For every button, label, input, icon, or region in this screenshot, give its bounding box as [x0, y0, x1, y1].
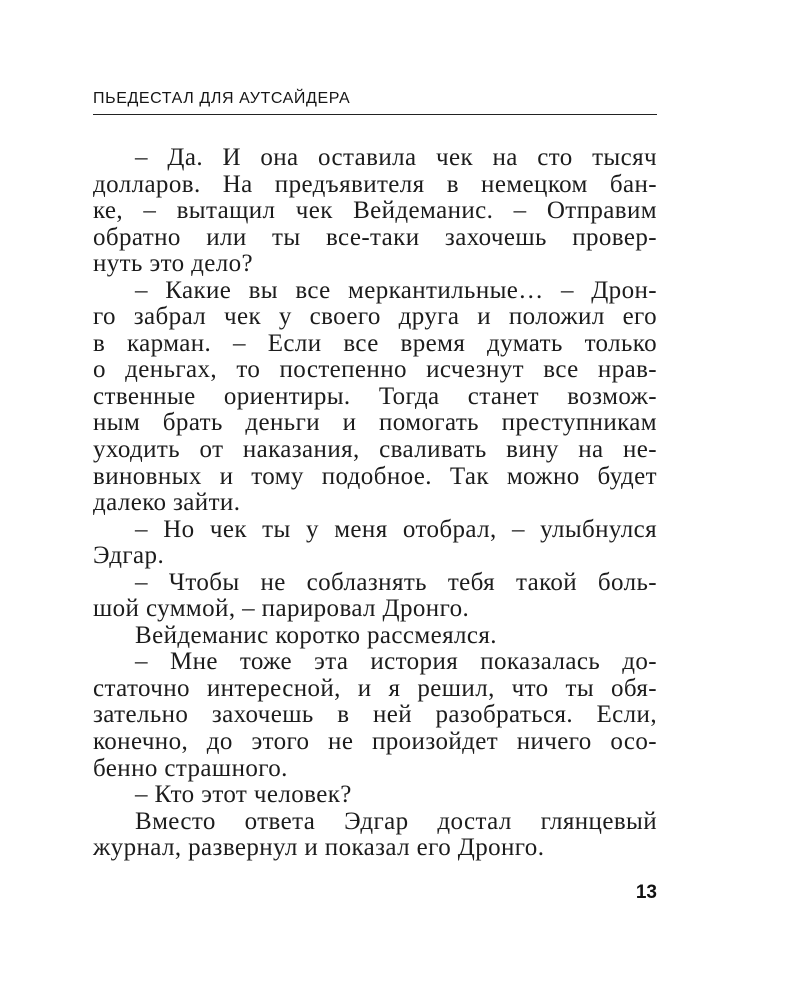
running-title: ПЬЕДЕСТАЛ ДЛЯ АУТСАЙДЕРА	[93, 90, 351, 107]
text-line: го забрал чек у своего друга и положил его	[93, 303, 657, 331]
header-rule	[93, 114, 657, 115]
text-line: Вместо ответа Эдгар достал глянцевый	[135, 807, 657, 835]
text-line: статочно интересной, и я решил, что ты обя-	[93, 674, 657, 702]
text-line: уходить от наказания, сваливать вину на не-	[93, 436, 657, 464]
paragraph	[93, 623, 657, 650]
text-line: виновных и тому подобное. Так можно будет	[93, 462, 657, 490]
text-line: – Мне тоже эта история показалась до-	[135, 648, 657, 676]
text-line: Эдгар.	[93, 542, 165, 570]
paragraph	[93, 809, 657, 862]
paragraph	[93, 278, 657, 517]
text-line: – Но чек ты у меня отобрал, – улыбнулся	[135, 515, 657, 543]
paragraph	[93, 570, 657, 623]
paragraph	[93, 782, 657, 809]
page-number: 13	[635, 882, 657, 903]
text-line: журнал, развернул и показал его Дронго.	[93, 834, 545, 862]
text-line: в карман. – Если все время думать только	[93, 329, 657, 357]
text-body	[93, 145, 657, 862]
text-line: обратно или ты все-таки захочешь провер-	[93, 223, 657, 251]
text-line: конечно, до этого не произойдет ничего осо-	[93, 728, 657, 756]
text-line: нуть это дело?	[93, 250, 254, 278]
paragraph	[93, 649, 657, 782]
text-line: ке, – вытащил чек Вейдеманис. – Отправим	[93, 197, 657, 225]
text-line: Вейдеманис коротко рассмеялся.	[135, 621, 497, 649]
text-line: – Чтобы не соблазнять тебя такой боль-	[135, 568, 657, 596]
text-line: о деньгах, то постепенно исчезнут все нрав-	[93, 356, 657, 384]
text-line: бенно страшного.	[93, 754, 288, 782]
text-line: – Кто этот человек?	[135, 781, 352, 809]
text-line: ственные ориентиры. Тогда станет возмож-	[93, 382, 657, 410]
text-line: далеко зайти.	[93, 489, 241, 517]
text-line: – Да. И она оставила чек на сто тысяч	[135, 144, 657, 171]
text-line: долларов. На предъявителя в немецком бан-	[93, 170, 657, 198]
text-line: шой суммой, – парировал Дронго.	[93, 595, 470, 623]
text-line: – Какие вы все меркантильные… – Дрон-	[135, 276, 657, 304]
paragraph	[93, 517, 657, 570]
text-line: зательно захочешь в ней разобраться. Если,	[93, 701, 657, 729]
text-line: ным брать деньги и помогать преступникам	[93, 409, 657, 437]
paragraph	[93, 145, 657, 278]
